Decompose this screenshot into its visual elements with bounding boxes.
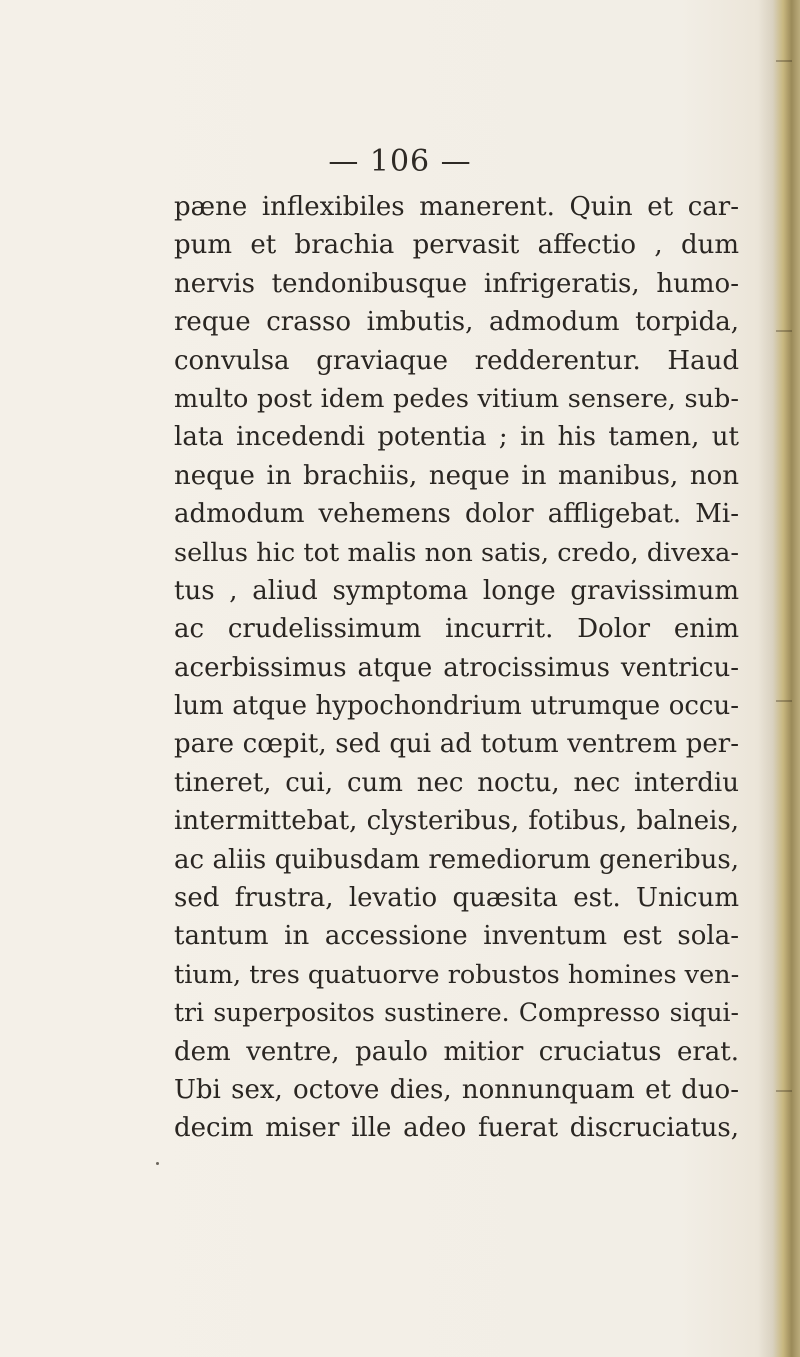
text-line: tium, tres quatuorve robustos homines ven-	[174, 959, 740, 990]
text-line: multo post idem pedes vitium sensere, sub-	[174, 383, 739, 414]
text-line: admodum vehemens dolor affligebat. Mi-	[174, 499, 739, 530]
text-line: tri superpositos sustinere. Compresso siqui-	[174, 998, 739, 1028]
body-text	[174, 188, 739, 1148]
text-line: ac aliis quibusdam remediorum generibus,	[174, 844, 739, 875]
text-line: Ubi sex, octove dies, nonnunquam et duo-	[174, 1074, 739, 1105]
text-line: lum atque hypochondrium utrumque occu-	[174, 691, 739, 722]
page-number: — 106 —	[328, 144, 472, 179]
text-line: pare cœpit, sed qui ad totum ventrem per-	[174, 729, 739, 760]
text-line: pum et brachia pervasit affectio , dum	[174, 230, 739, 261]
text-line: neque in brachiis, neque in manibus, non	[174, 460, 739, 491]
edge-mark	[776, 1090, 792, 1092]
text-line: acerbissimus atque atrocissimus ventricu-	[174, 652, 739, 683]
text-line: convulsa graviaque redderentur. Haud	[174, 345, 739, 376]
edge-mark	[776, 700, 792, 702]
text-line: nervis tendonibusque infrigeratis, humo-	[174, 268, 739, 299]
text-line: sed frustra, levatio quæsita est. Unicum	[174, 883, 739, 914]
edge-mark	[776, 330, 792, 332]
text-line: intermittebat, clysteribus, fotibus, balneis,	[174, 806, 739, 837]
text-line: tus , aliud symptoma longe gravissimum	[174, 575, 739, 606]
text-line: decim miser ille adeo fuerat discruciatus,	[174, 1113, 739, 1144]
paper-speck	[156, 1162, 159, 1165]
text-line: lata incedendi potentia ; in his tamen, ut	[174, 422, 739, 453]
edge-mark	[776, 60, 792, 62]
text-line: tineret, cui, cum nec noctu, nec interdiu	[174, 767, 739, 798]
text-line: reque crasso imbutis, admodum torpida,	[174, 307, 739, 338]
text-line: dem ventre, paulo mitior cruciatus erat.	[174, 1036, 739, 1067]
page-edge-binding	[758, 0, 800, 1357]
text-line: tantum in accessione inventum est sola-	[174, 921, 739, 952]
text-line: pæne inflexibiles manerent. Quin et car-	[174, 192, 739, 222]
text-line: sellus hic tot malis non satis, credo, divexa-	[174, 537, 739, 568]
text-line: ac crudelissimum incurrit. Dolor enim	[174, 614, 739, 645]
